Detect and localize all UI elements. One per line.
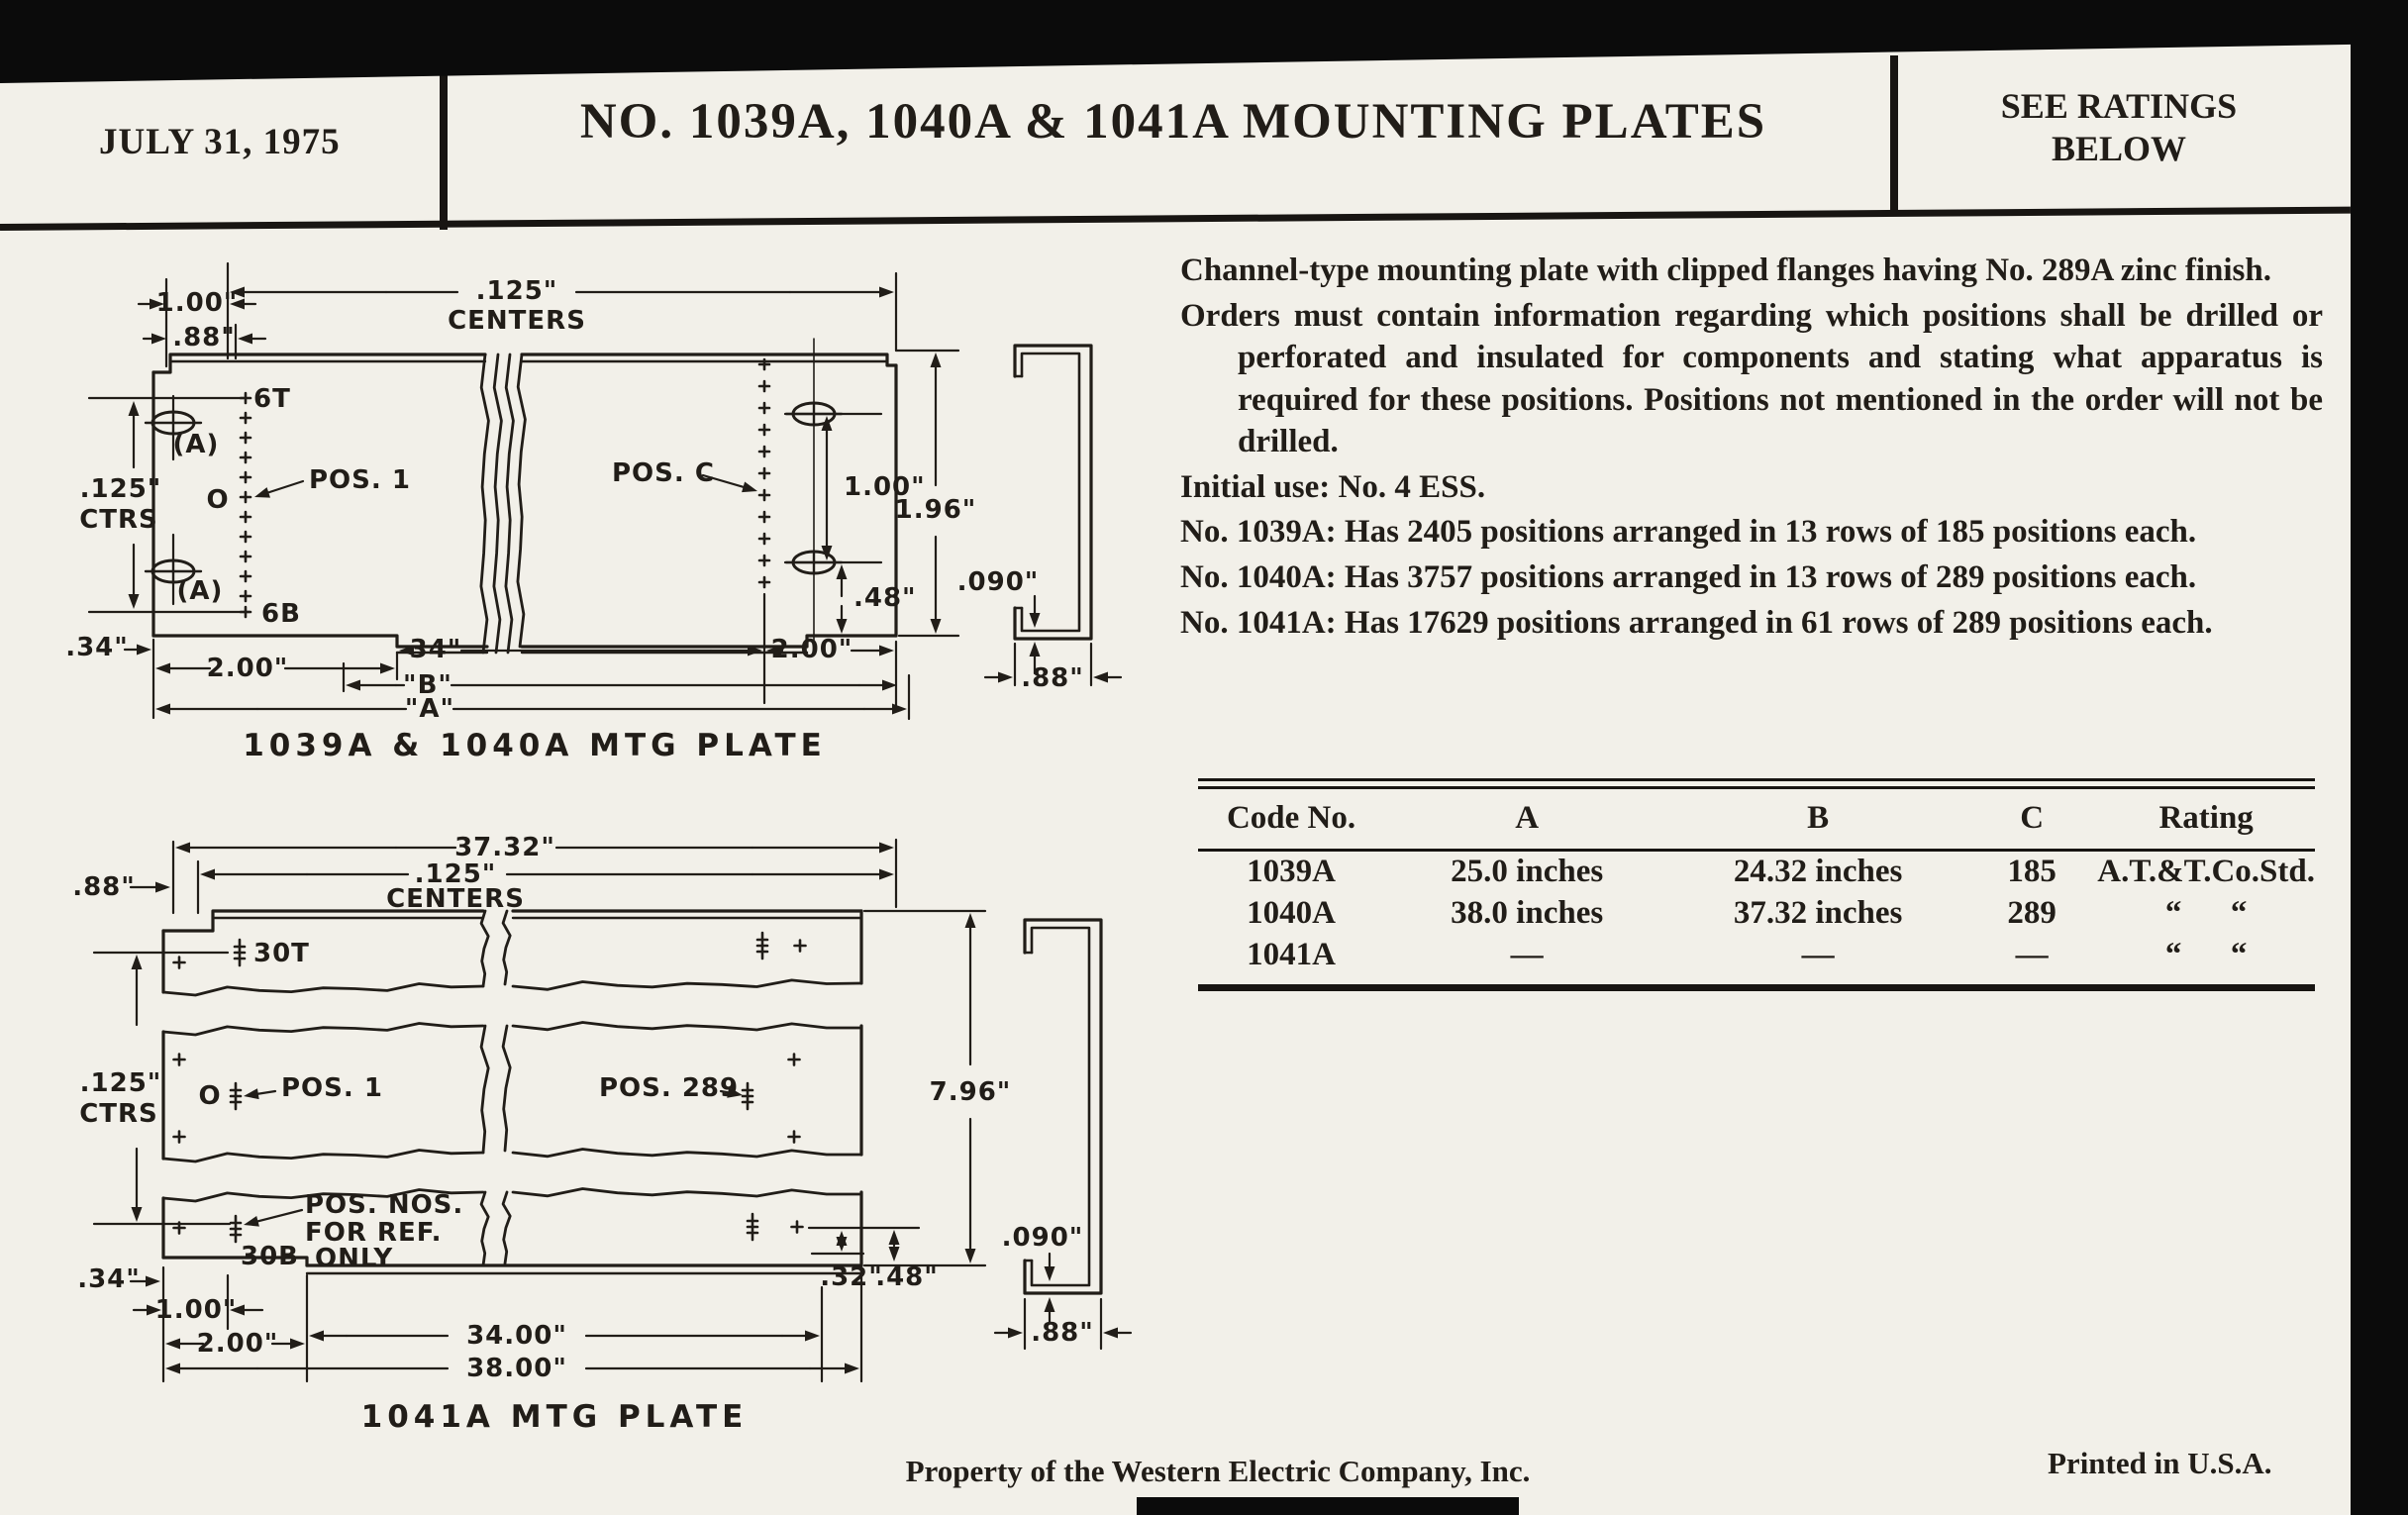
- table-cell: —: [2015, 937, 2049, 972]
- table-cell: “ “: [2164, 895, 2248, 931]
- table-row: [1198, 893, 2315, 935]
- page-title: NO. 1039A, 1040A & 1041A MOUNTING PLATES: [579, 94, 1767, 150]
- dimension-label: 30B: [241, 1242, 299, 1271]
- dimension-label: 34.00": [466, 1321, 567, 1351]
- column-header: Rating: [2097, 792, 2315, 851]
- dimension-label: POS. C: [612, 458, 715, 488]
- table-cell: 185: [2007, 854, 2057, 889]
- dimension-label: .32": [820, 1262, 883, 1292]
- drawing-caption: 1041A MTG PLATE: [360, 1399, 749, 1435]
- dimension-label: .125": [414, 859, 497, 889]
- table-top-rule: [1198, 778, 2315, 789]
- column-header: C: [1966, 792, 2097, 851]
- note-paragraph: No. 1041A: Has 17629 positions arranged in 61 rows of 289 positions each.: [1180, 604, 2213, 641]
- dimension-label: CTRS: [79, 1099, 158, 1129]
- dimension-label: CENTERS: [386, 884, 525, 914]
- drawing-labels: [72, 833, 1094, 1435]
- dimension-lines: [131, 840, 1131, 1381]
- dimension-label: POS. 1: [281, 1073, 383, 1103]
- dimension-label: .88": [72, 872, 136, 902]
- column-header: Code No.: [1198, 792, 1384, 851]
- table-cell: 289: [2007, 895, 2057, 931]
- header-divider-left: [440, 73, 448, 230]
- table-cell: 25.0 inches: [1451, 854, 1604, 889]
- column-header: B: [1669, 792, 1966, 851]
- dimension-label: 2.00": [770, 635, 853, 664]
- table-header-row: [1198, 792, 2315, 851]
- header-divider-right: [1890, 55, 1898, 216]
- table-cell: 37.32 inches: [1733, 895, 1903, 931]
- note-paragraph: Initial use: No. 4 ESS.: [1180, 468, 1486, 505]
- dimension-label: .090": [1001, 1223, 1084, 1253]
- scan-edge-top: [0, 0, 2408, 85]
- dimension-label: (A): [176, 576, 224, 606]
- see-ratings-line1: SEE RATINGS: [2000, 86, 2238, 126]
- table-cell: —: [1801, 937, 1835, 972]
- dimension-label: POS. NOS.: [305, 1190, 464, 1220]
- dimension-label: .48": [875, 1262, 939, 1292]
- dimension-label: .125": [475, 276, 558, 306]
- note-paragraph: Channel-type mounting plate with clipped flanges having No. 289A zinc finish.: [1180, 252, 2271, 288]
- dimension-label: .88": [1031, 1318, 1094, 1348]
- scan-edge-right: [2351, 0, 2408, 1515]
- dimension-label: POS. 1: [309, 465, 411, 495]
- dimension-label: 1.00": [844, 472, 926, 502]
- table-cell: 38.0 inches: [1451, 895, 1604, 931]
- table-row: [1198, 851, 2315, 894]
- note-paragraph: Orders must contain information regarding which positions shall be drilled or perforated and insulated for components and stating what apparatus is required for these positions. Positions not mentioned in the order will not be drilled.: [1180, 297, 2323, 460]
- header-rule: [0, 207, 2351, 231]
- dimension-label: 1.96": [894, 495, 977, 525]
- table-cell: 24.32 inches: [1733, 854, 1903, 889]
- dimension-label: 37.32": [454, 833, 555, 862]
- dimension-label: .34": [77, 1264, 141, 1294]
- dimension-label: 2.00": [196, 1329, 279, 1359]
- dimension-label: 34": [409, 635, 462, 664]
- dimension-label: POS. 289: [599, 1073, 740, 1103]
- dimension-label: (A): [172, 430, 220, 459]
- printed-notice: Printed in U.S.A.: [2048, 1446, 2272, 1480]
- dimension-label: 30T: [253, 939, 310, 968]
- dimension-label: .090": [956, 567, 1040, 597]
- note-paragraph: No. 1039A: Has 2405 positions arranged in 13 rows of 185 positions each.: [1180, 514, 2197, 551]
- table-cell: “ “: [2164, 937, 2248, 972]
- dimension-label: .48": [853, 583, 917, 613]
- dimension-label: .88": [1021, 663, 1084, 693]
- dimension-label: "A": [404, 694, 455, 724]
- drawing-labels: [65, 276, 1084, 763]
- dimension-label: .125": [79, 1068, 162, 1098]
- ratings-table: [1198, 778, 2315, 991]
- table-bottom-rule: [1198, 984, 2315, 991]
- mtg-plate-drawing-1039a-1040a: [59, 248, 1129, 762]
- scan-edge-bottom: [1137, 1497, 1519, 1515]
- column-header: A: [1384, 792, 1669, 851]
- drawing-caption: 1039A & 1040A MTG PLATE: [243, 728, 827, 763]
- dimension-label: 1.00": [155, 288, 239, 318]
- property-notice: Property of the Western Electric Company, Inc.: [905, 1454, 1531, 1488]
- dimension-lines: [125, 263, 1121, 719]
- dimension-label: .88": [172, 323, 236, 353]
- dimension-label: .34": [65, 633, 129, 662]
- mtg-plate-drawing-1041a: [59, 822, 1129, 1456]
- dimension-label: 6T: [253, 384, 291, 414]
- dimension-label: "B": [403, 670, 452, 700]
- dimension-label: ONLY: [315, 1244, 394, 1273]
- see-ratings-line2: BELOW: [2051, 129, 2187, 169]
- dimension-label: .125": [79, 474, 162, 504]
- dimension-label: 38.00": [466, 1354, 567, 1383]
- description-notes: [1180, 250, 2323, 647]
- table-row: [1198, 935, 2315, 976]
- dimension-label: O: [198, 1081, 222, 1111]
- table-cell: 1041A: [1247, 937, 1336, 972]
- note-paragraph: No. 1040A: Has 3757 positions arranged in 13 rows of 289 positions each.: [1180, 558, 2197, 595]
- dimension-label: 6B: [261, 599, 301, 629]
- table-cell: 1039A: [1247, 854, 1336, 889]
- dimension-label: CTRS: [79, 505, 158, 535]
- dimension-label: O: [206, 485, 230, 515]
- dimension-label: CENTERS: [448, 306, 586, 336]
- dimension-label: FOR REF.: [305, 1218, 443, 1248]
- dimension-label: 2.00": [206, 654, 289, 683]
- dimension-label: 7.96": [929, 1077, 1012, 1107]
- table-cell: 1040A: [1247, 895, 1336, 931]
- document-date: JULY 31, 1975: [99, 122, 341, 162]
- see-ratings-note: [1936, 85, 2302, 170]
- dimension-label: 1.00": [154, 1295, 238, 1325]
- table-cell: A.T.&T.Co.Std.: [2097, 854, 2315, 889]
- table-cell: —: [1510, 937, 1544, 972]
